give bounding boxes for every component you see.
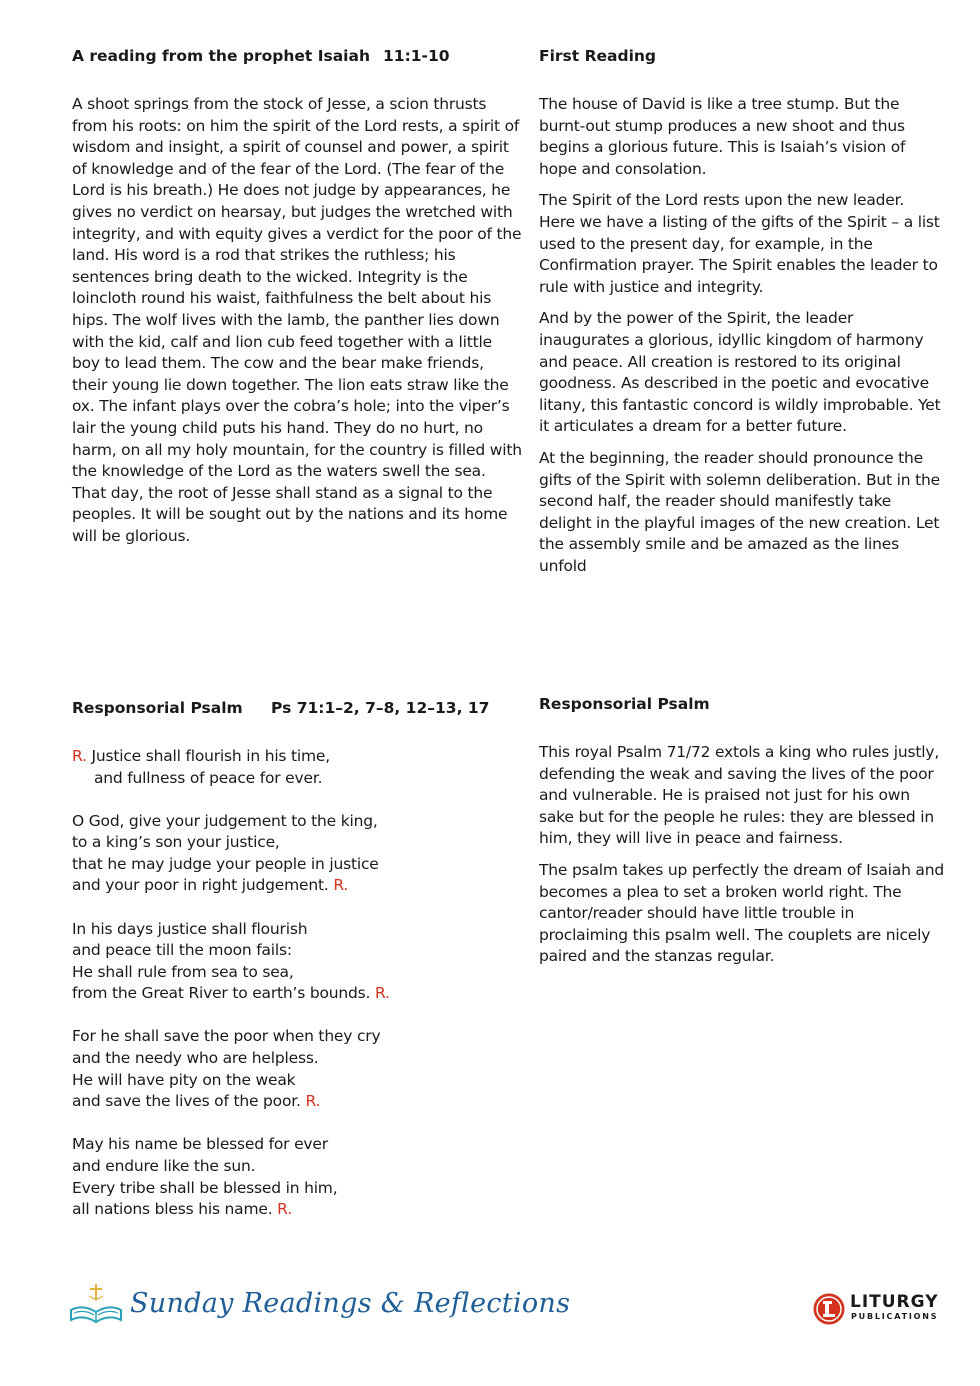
psalm-line: all nations bless his name. R. bbox=[72, 1200, 292, 1219]
reading-paragraph: A shoot springs from the stock of Jesse, a scion thrusts from his roots: on him the spirit of the Lord rests, a spirit of wisdom and insight, a spirit of counsel and power, a spirit of knowledge and of the fear of the Lord. (The fear of the Lord is his breath.) He does not judge by appearances, he gives no verdict on hearsay, but judges the wretched with integrity, and with equity gives a verdict for the poor of the land. His word is a rod that strikes the ruthless; his sentences bring death to the wicked. Integrity is the loincloth round his waist, faithfulness the belt about his hips. The wolf lives with the lamb, the panther lies down with the kid, calf and lion cub feed together with a little boy to lead them. The cow and the bear make friends, their young lie down together. The lion eats straw like the ox. The infant plays over the cobra’s hole; into the viper’s lair the young child puts his hand. They do no hurt, no harm, on all my holy mountain, for the country is filled with the knowledge of the Lord as the waters swell the sea. That day, the root of Jesse shall stand as a signal to the peoples. It will be sought out by the nations and its home will be glorious. bbox=[72, 95, 522, 545]
psalm-line: He shall rule from sea to sea, bbox=[72, 962, 294, 981]
reading-reference: 11:1-10 bbox=[383, 47, 450, 65]
psalm-response bbox=[72, 746, 522, 789]
response-marker: R. bbox=[72, 747, 87, 765]
response-marker: R. bbox=[375, 984, 390, 1003]
psalm-stanza bbox=[72, 919, 522, 1005]
psalm-line: In his days justice shall flourish bbox=[72, 919, 308, 938]
psalm-line: that he may judge your people in justice bbox=[72, 854, 379, 873]
reflection2-paragraph: The psalm takes up perfectly the dream of Isaiah and becomes a plea to set a broken world right. The cantor/reader should have little trouble in proclaiming this psalm well. The couplets are nicely paired and the stanzas regular. bbox=[539, 860, 944, 966]
response-marker: R. bbox=[333, 876, 349, 895]
psalm-line: O God, give your judgement to the king, bbox=[72, 811, 378, 830]
psalm-reference: Ps 71:1–2, 7–8, 12–13, 17 bbox=[271, 699, 490, 717]
reflection1-text bbox=[539, 94, 944, 587]
psalm-line: and save the lives of the poor. R. bbox=[72, 1092, 321, 1111]
reflection1-paragraph: At the beginning, the reader should pronounce the gifts of the Spirit with solemn deliberation. But in the second half, the reader should manifestly take delight in the playful images of the new creation. Let the assembly smile and be amazed as the lines unfold bbox=[539, 448, 940, 575]
reflection2-heading: Responsorial Psalm bbox=[539, 695, 710, 713]
open-book-cross-icon bbox=[68, 1282, 124, 1330]
psalm-text bbox=[72, 746, 522, 1242]
reading-heading bbox=[72, 46, 512, 66]
brand-name: Sunday Readings & Reflections bbox=[130, 1288, 571, 1319]
psalm-stanza bbox=[72, 1134, 522, 1220]
psalm-stanza bbox=[72, 811, 522, 897]
reading-text bbox=[72, 94, 522, 557]
psalm-line: For he shall save the poor when they cry bbox=[72, 1027, 381, 1046]
sunday-readings-logo bbox=[68, 1282, 571, 1330]
psalm-line: and your poor in right judgement. R. bbox=[72, 876, 349, 895]
psalm-line: He will have pity on the weak bbox=[72, 1070, 296, 1089]
reflection1-paragraph: The house of David is like a tree stump. But the burnt-out stump produces a new shoot and thus begins a glorious future. This is Isaiah’s vision of hope and consolation. bbox=[539, 95, 906, 178]
psalm-stanza bbox=[72, 1026, 522, 1112]
psalm-line: from the Great River to earth’s bounds. R. bbox=[72, 984, 390, 1003]
psalm-heading bbox=[72, 698, 512, 718]
psalm-line: R. Justice shall flourish in his time, bbox=[72, 747, 330, 765]
liturgy-emblem-icon bbox=[812, 1292, 846, 1326]
psalm-line: and fullness of peace for ever. bbox=[94, 768, 323, 787]
reflection2-paragraph: This royal Psalm 71/72 extols a king who rules justly, defending the weak and saving the lives of the poor and vulnerable. He is praised not just for his own sake but for the people he rules: they are blessed in him, they will live in peace and fairness. bbox=[539, 743, 940, 848]
reflection1-paragraph: The Spirit of the Lord rests upon the new leader. Here we have a listing of the gifts of the Spirit – a list used to the present day, for example, in the Confirmation prayer. The Spirit enables the leader to rule with justice and integrity. bbox=[539, 191, 940, 296]
psalm-title: Responsorial Psalm bbox=[72, 699, 243, 717]
publisher-name: LITURGY bbox=[850, 1292, 939, 1312]
psalm-line: May his name be blessed for ever bbox=[72, 1135, 328, 1154]
liturgy-publications-logo bbox=[812, 1290, 944, 1330]
response-marker: R. bbox=[277, 1200, 292, 1219]
reading-title: A reading from the prophet Isaiah bbox=[72, 47, 370, 65]
response-marker: R. bbox=[305, 1092, 321, 1111]
psalm-line: Every tribe shall be blessed in him, bbox=[72, 1178, 338, 1197]
psalm-line: and the needy who are helpless. bbox=[72, 1049, 319, 1068]
reflection2-text bbox=[539, 742, 944, 978]
publisher-subtitle: PUBLICATIONS bbox=[851, 1312, 939, 1321]
reflection1-paragraph: And by the power of the Spirit, the leader inaugurates a glorious, idyllic kingdom of harmony and peace. All creation is restored to its original goodness. As described in the poetic and evocative litany, this fantastic concord is wildly improbable. Yet it articulates a dream for a better future. bbox=[539, 309, 941, 436]
reflection1-heading: First Reading bbox=[539, 47, 657, 65]
psalm-line: to a king’s son your justice, bbox=[72, 833, 280, 852]
psalm-line: and endure like the sun. bbox=[72, 1156, 256, 1175]
psalm-line: and peace till the moon fails: bbox=[72, 941, 292, 960]
